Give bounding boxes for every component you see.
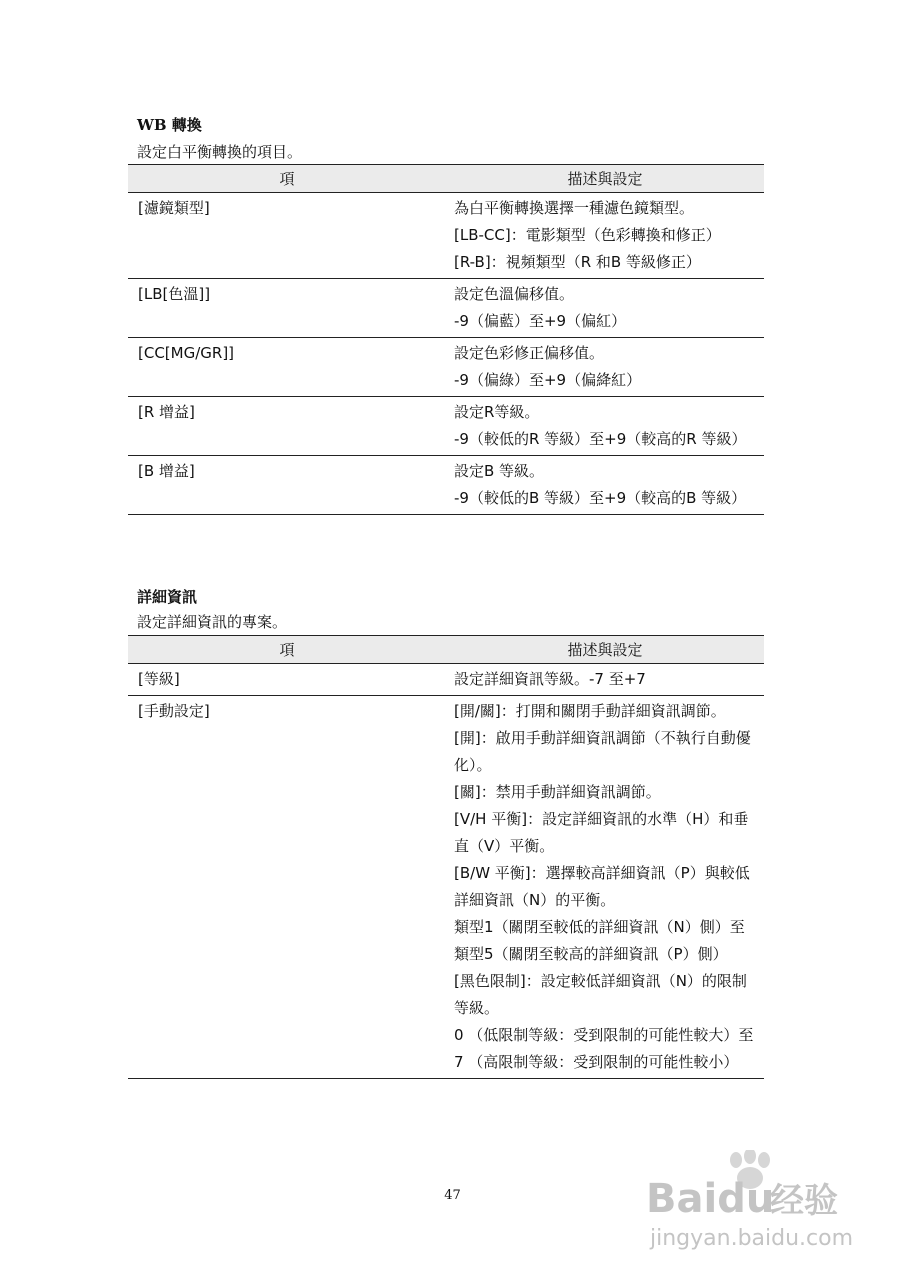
baidu-watermark-logo: [640, 1150, 870, 1260]
description-line: [開/關]：打開和關閉手動詳細資訊調節。: [454, 702, 726, 720]
description-line: [B/W 平衡]：選擇較高詳細資訊（P）與較低詳細資訊（N）的平衡。: [454, 864, 750, 909]
description-line: [開]：啟用手動詳細資訊調節（不執行自動優化）。: [454, 729, 751, 774]
table-row: [128, 664, 764, 696]
row-description: [446, 279, 764, 338]
description-line: 設定色彩修正偏移值。: [454, 344, 605, 362]
wb-section-subtitle: 設定白平衡轉換的項目。: [137, 143, 303, 161]
detail-section-subtitle: 設定詳細資訊的專案。: [137, 613, 288, 631]
row-description: [446, 338, 764, 397]
watermark-cn: 经验: [770, 1181, 838, 1221]
wb-table: [128, 164, 764, 515]
description-line: 設定R等級。: [454, 403, 540, 421]
row-item: [B 增益]: [128, 456, 446, 515]
description-line: 類型1（關閉至較低的詳細資訊（N）側）至類型5（關閉至較高的詳細資訊（P）側）: [454, 918, 745, 963]
description-line: [黑色限制]：設定較低詳細資訊（N）的限制等級。: [454, 972, 747, 1017]
description-line: [R-B]：視頻類型（R 和B 等級修正）: [454, 253, 701, 271]
table-header-row: [128, 165, 764, 193]
table-header-row: [128, 636, 764, 664]
row-description: [446, 664, 764, 696]
description-line: -9（偏藍）至+9（偏紅）: [454, 312, 627, 330]
row-description: [446, 696, 764, 1079]
row-description: [446, 193, 764, 279]
description-line: 設定B 等級。: [454, 462, 545, 480]
description-line: 0 （低限制等級：受到限制的可能性較大）至7 （高限制等級：受到限制的可能性較小）: [454, 1026, 754, 1071]
description-line: 設定詳細資訊等級。-7 至+7: [454, 670, 646, 688]
header-item: 項: [128, 636, 446, 664]
watermark-brand: Baidu: [646, 1176, 775, 1222]
header-desc: 描述與設定: [446, 636, 764, 664]
description-line: [LB-CC]：電影類型（色彩轉換和修正）: [454, 226, 721, 244]
row-item: [手動設定]: [128, 696, 446, 1079]
table-row: [128, 279, 764, 338]
detail-table: [128, 635, 764, 1079]
description-line: 為白平衡轉換選擇一種濾色鏡類型。: [454, 199, 695, 217]
table-row: [128, 456, 764, 515]
page-number: 47: [444, 1188, 461, 1203]
row-item: [LB[色溫]]: [128, 279, 446, 338]
table-row: [128, 193, 764, 279]
detail-section-title: 詳細資訊: [137, 588, 198, 606]
row-item: [等級]: [128, 664, 446, 696]
description-line: -9（較低的R 等級）至+9（較高的R 等級）: [454, 430, 747, 448]
table-row: [128, 696, 764, 1079]
row-item: [R 增益]: [128, 397, 446, 456]
row-description: [446, 456, 764, 515]
watermark-url: jingyan.baidu.com: [650, 1226, 854, 1251]
header-desc: 描述與設定: [446, 165, 764, 193]
row-description: [446, 397, 764, 456]
row-item: [CC[MG/GR]]: [128, 338, 446, 397]
header-item: 項: [128, 165, 446, 193]
row-item: [濾鏡類型]: [128, 193, 446, 279]
wb-section-title: WB 轉換: [137, 116, 202, 134]
description-line: [關]：禁用手動詳細資訊調節。: [454, 783, 661, 801]
description-line: -9（較低的B 等級）至+9（較高的B 等級）: [454, 489, 747, 507]
table-row: [128, 338, 764, 397]
description-line: -9（偏綠）至+9（偏絳紅）: [454, 371, 642, 389]
description-line: 設定色溫偏移值。: [454, 285, 575, 303]
table-row: [128, 397, 764, 456]
description-line: [V/H 平衡]：設定詳細資訊的水準（H）和垂直（V）平衡。: [454, 810, 749, 855]
